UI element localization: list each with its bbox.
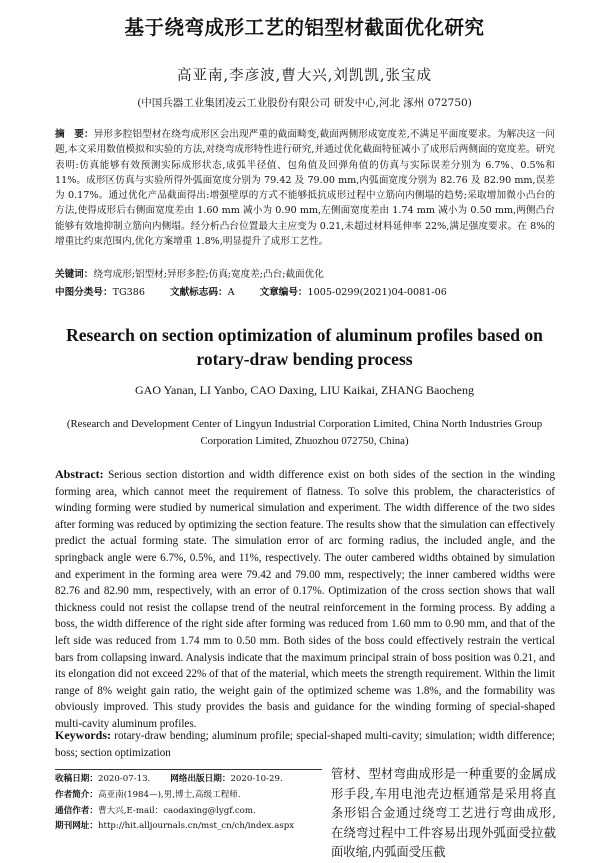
english-keywords-label: Keywords: [55, 728, 111, 742]
footnote-dates: 收稿日期：2020-07-13. 网络出版日期：2020-10-29. [55, 774, 283, 784]
english-keywords [55, 727, 555, 761]
chinese-abstract-text: 异形多腔铝型材在绕弯成形区会出现严重的截面畸变,截面两侧形成宽度差,不满足平面度要求。为解决这一问题,本文采用数值模拟和实验的方法,对绕弯成形特性进行研究,并通过优化截面特征减小了成形后两侧面的宽度差。研究表明:仿真能够有效预测实际成形状态,成弧半径值、包角值及回弹角值的仿真与实际误差分别为 6.7%、0.5%和 11%。成形区仿真与实验所得外弧面宽度分别为 79.42 及 79.00 mm,内弧面宽度分别为 82.76 及 82.90 mm,误差为 0.17%。通过优化产品截面得出:增强壁厚的方式不能够抵抗成形过程中立筋向内侧塌的趋势;采取增加微小凸台的方法,使得成形后右侧面宽度差由 1.60 mm 减小为 0.90 mm,左侧面宽度差由 1.74 mm 减小为 0.50 mm,两侧凸台能够有效地抑制立筋向内侧塌。经分析凸台位置最大主应变为 0.21,未超过材料延伸率 22%,满足强度要求。在 8%的增重比约束范围内,优化方案增重 1.8%,明显提升了成形工艺性。 [55, 129, 555, 248]
english-title-line-2: rotary-draw bending process [196, 349, 413, 369]
chinese-abstract [55, 127, 555, 249]
document-code: 文献标志码：A [170, 287, 235, 298]
chinese-affiliation: (中国兵器工业集团凌云工业股份有限公司 研发中心,河北 涿州 072750) [137, 97, 472, 109]
english-abstract-label: Abstract: [55, 467, 104, 481]
classification-info [55, 284, 555, 298]
footnote [55, 772, 325, 835]
chinese-authors: 高亚南,李彦波,曹大兴,刘凯凯,张宝成 [177, 68, 432, 84]
footnote-author: 作者简介：高亚南(1984—),男,博士,高级工程师. [55, 789, 241, 800]
english-abstract [55, 466, 555, 733]
received-date: 2020-07-13. [97, 774, 151, 784]
english-authors: GAO Yanan, LI Yanbo, CAO Daxing, LIU Kaikai, ZHANG Baocheng [135, 383, 474, 397]
footnote-divider [55, 769, 322, 770]
chinese-abstract-label: 摘 要： [55, 129, 94, 140]
article-number: 文章编号：1005-0299(2021)04-0081-06 [259, 287, 447, 298]
online-date: 2020-10-29. [230, 774, 283, 784]
english-keywords-text: rotary-draw bending; aluminum profile; special-shaped multi-cavity; simulation; width difference; boss; section optimization [55, 730, 555, 759]
clc-number: 中图分类号：TG386 [55, 287, 145, 298]
english-title [0, 323, 609, 371]
footnote-journal-url: 期刊网址：http://hit.alljournals.cn/mst_cn/ch/index.aspx [55, 821, 295, 832]
chinese-keywords-label: 关键词： [55, 269, 94, 280]
english-title-line-1: Research on section optimization of aluminum profiles based on [66, 325, 543, 345]
body-text-intro: 管材、型材弯曲成形是一种重要的金属成形手段,车用电池壳边框通常是采用将直条形铝合金通过绕弯工艺进行弯曲成形,在绕弯过程中工件容易出现外弧面受拉截面收缩,内弧面受压截 [331, 767, 556, 859]
footnote-contact: 通信作者：曹大兴,E-mail：caodaxing@lygf.com. [55, 805, 256, 816]
chinese-keywords [55, 266, 555, 280]
english-abstract-text: Serious section distortion and width difference exist on both sides of the section in the winding forming area, which cannot meet the requirement of flatness. To solve this problem, the characteristics of winding forming were studied by numerical simulation and experiment. The width difference of the two sides after forming was reduced by optimizing the section feature. The results show that the simulation can effectively predict the actual forming state. The simulation error of arc forming radius, the included angle, and the springback angle were 6.7%, 0.5%, and 11%, respectively. The outer cambered widths obtained by simulation and experiment in the forming area were 79.42 and 79.00 mm, respectively; the inner cambered widths were 82.76 and 82.90 mm, respectively, with an error of 0.17%. Optimization of the cross section shows that wall thickness could not resist the collapse trend of the neutral reinforcement in the forming process. By adding a boss, the width difference of the right side after forming was reduced from 1.60 mm to 0.90 mm, and that of the left side was reduced from 1.74 mm to 0.50 mm. Both sides of the boss could effectively restrain the vertical bars from collapsing inward. Analysis indicate that the maximum principal strain of boss position was 0.21, and its elongation did not exceed 22% of that of the material, which meets the strength requirement. Within the limit range of 8% weight gain ratio, the weight gain of the optimized scheme was 1.8%, and the formability was obviously improved. This study provides the basis and guidance for the winding forming of special-shaped multi-cavity aluminum profiles. [55, 469, 555, 730]
chinese-keywords-text: 绕弯成形;铝型材;异形多腔;仿真;宽度差;凸台;截面优化 [93, 269, 324, 280]
english-affiliation: (Research and Development Center of Lingyun Industrial Corporation Limited, China North Industries Group Corporation Limited, Zhuozhou 072750, China) [66, 418, 543, 447]
chinese-title: 基于绕弯成形工艺的铝型材截面优化研究 [124, 16, 485, 39]
